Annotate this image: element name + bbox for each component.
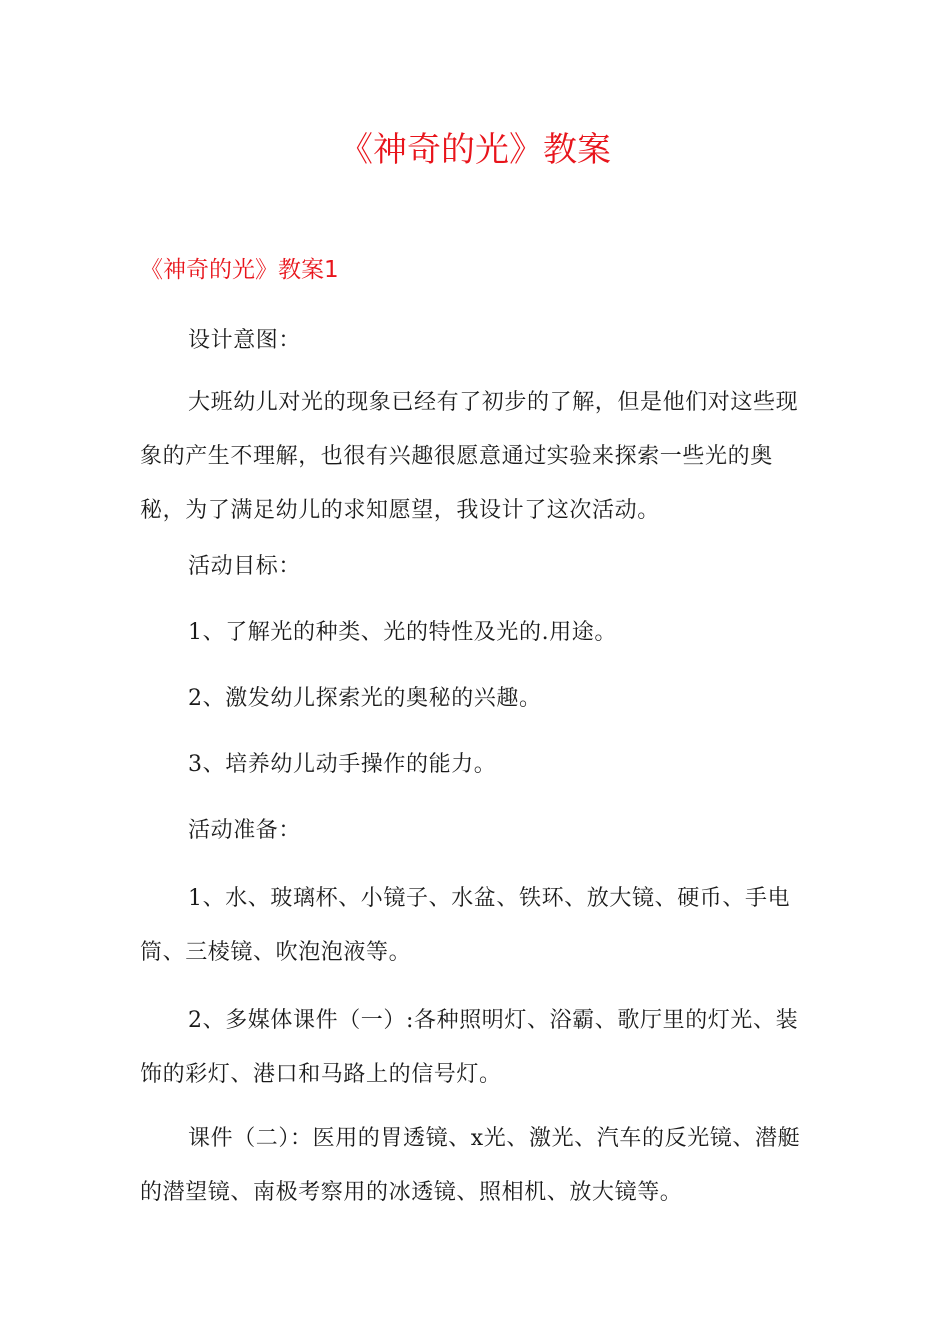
paragraph-preparation-1: 1、水、玻璃杯、小镜子、水盆、铁环、放大镜、硬币、手电筒、三棱镜、吹泡泡液等。 — [140, 886, 791, 965]
section-title: 《神奇的光》教案1 — [140, 257, 339, 283]
paragraph-goal-3: 3、培养幼儿动手操作的能力。 — [188, 752, 497, 777]
paragraph-goals-heading: 活动目标： — [188, 554, 302, 579]
paragraph-preparation-2: 2、多媒体课件（一）:各种照明灯、浴霸、歌厅里的灯光、装饰的彩灯、港口和马路上的信号灯。 — [140, 1008, 799, 1087]
document-title: 《神奇的光》教案 — [339, 130, 611, 170]
paragraph-preparation-heading: 活动准备： — [188, 818, 302, 843]
paragraph-goal-2: 2、激发幼儿探索光的奥秘的兴趣。 — [188, 686, 542, 711]
paragraph-courseware-2: 课件（二）：医用的胃透镜、x光、激光、汽车的反光镜、潜艇的潜望镜、南极考察用的冰透镜、照相机、放大镜等。 — [140, 1126, 801, 1205]
paragraph-design-intent: 大班幼儿对光的现象已经有了初步的了解，但是他们对这些现象的产生不理解，也很有兴趣很愿意通过实验来探索一些光的奥秘，为了满足幼儿的求知愿望，我设计了这次活动。 — [140, 390, 799, 523]
paragraph-goal-1: 1、了解光的种类、光的特性及光的.用途。 — [188, 620, 617, 645]
paragraph-design-intent-heading: 设计意图： — [188, 328, 302, 353]
